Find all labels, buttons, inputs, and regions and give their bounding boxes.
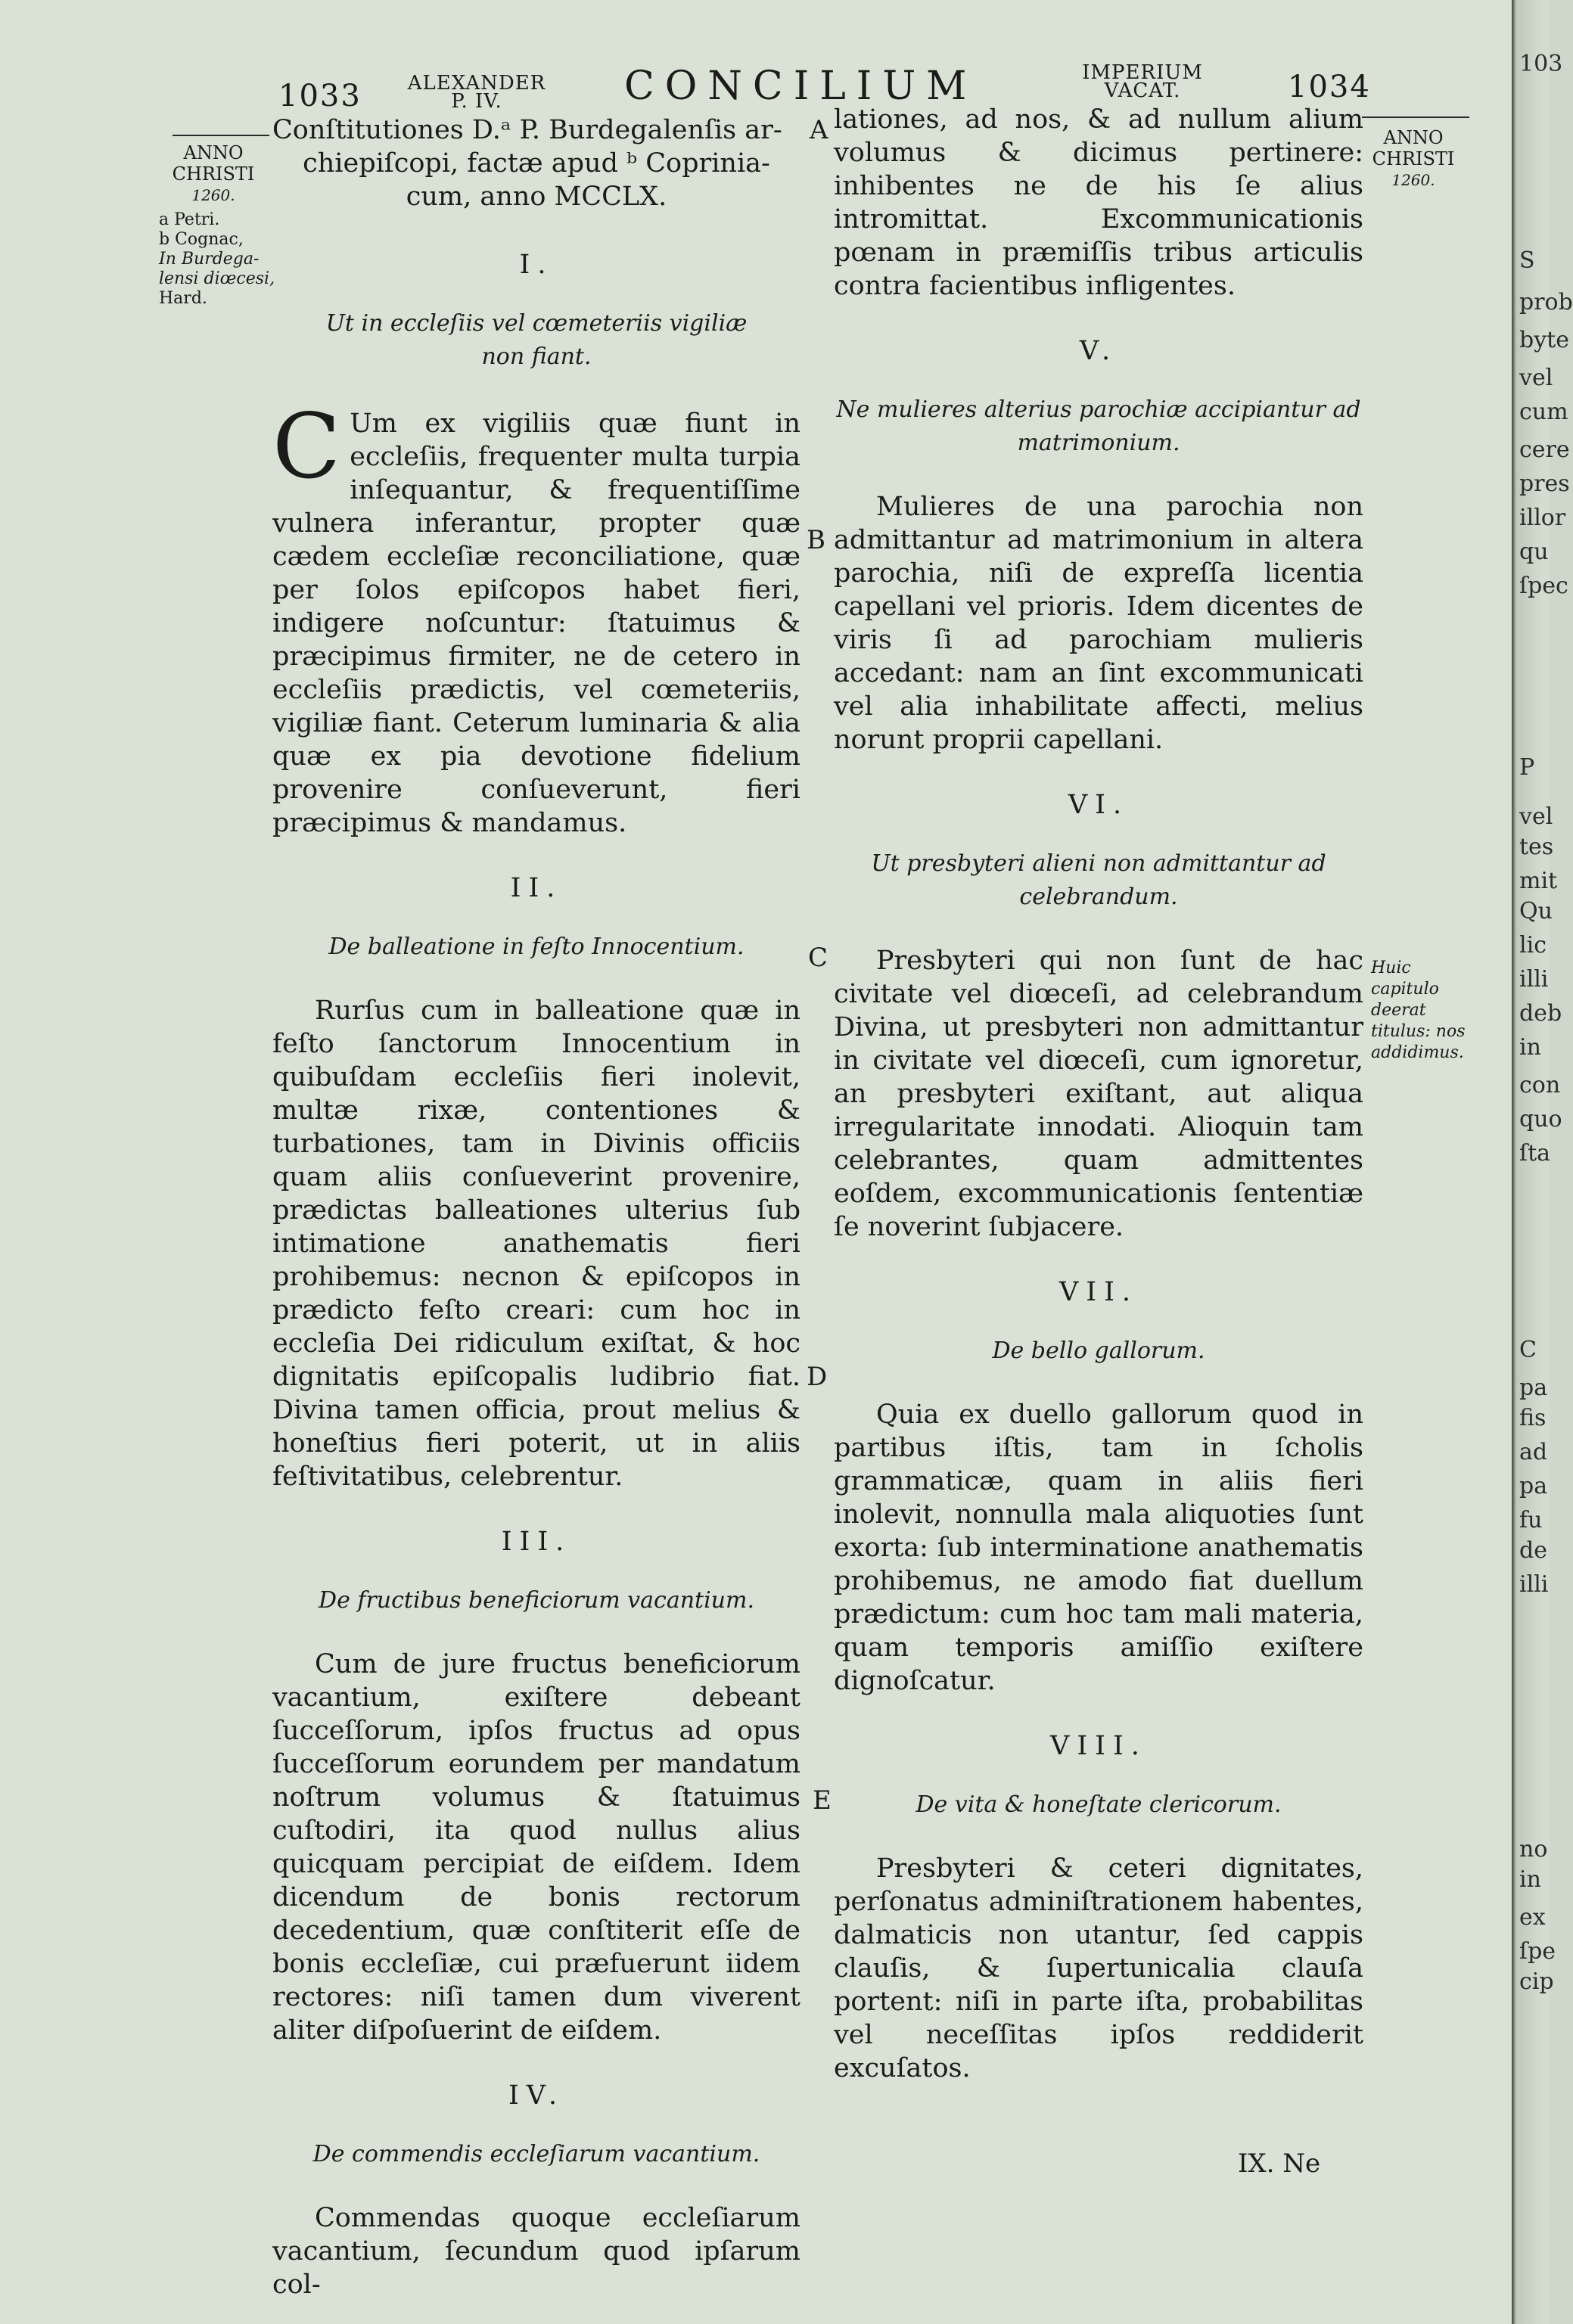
section-4-number: IV. (508, 2080, 565, 2111)
section-8-rubric: De vita & honeſtate clericorum. (916, 1791, 1282, 1818)
running-head-right-line1: IMPERIUM (1082, 61, 1203, 84)
section-letter-b: B (807, 525, 825, 555)
edge-fragment: ſpec (1519, 573, 1568, 599)
section-7-rubric: De bello gallorum. (992, 1338, 1205, 1364)
margin-rule-left (173, 135, 269, 136)
section-4-text: Commendas quoque eccleſiarum vacantium, ſecundum quod ipſarum col- (272, 2203, 800, 2300)
section-5-text: Mulieres de una parochia non admittantur ad matrimonium in altera parochia, niſi de expreſſa licentia capellani vel prioris. Idem dicentes de viris ſi ad parochiam mulieris accedant: nam an ſint excommunicati vel alia inhabilitate affecti, melius norunt proprii capellani. (834, 492, 1363, 755)
edge-fragment: illor (1519, 505, 1566, 531)
margin-left-christi: CHRISTI (172, 163, 255, 185)
section-4-rubric: De commendis eccleſiarum vacantium. (312, 2141, 760, 2167)
section-3-rubric: De fructibus beneficiorum vacantium. (319, 1587, 754, 1614)
section-2-number: II. (510, 873, 563, 903)
intro-line-3: cum, anno MCCLX. (406, 182, 667, 212)
running-head-left (401, 72, 552, 113)
margin-left-year-number: 1260. (191, 186, 235, 204)
edge-fragment: de (1519, 1537, 1547, 1564)
edge-fragment: fu (1519, 1507, 1543, 1533)
edge-fragment: pa (1519, 1375, 1548, 1401)
margin-note-b-line2: In Burdega- (159, 250, 260, 269)
intro-line-1: Conſtitutiones D.ᵃ P. Burdegalenſis ar- (272, 115, 782, 145)
edge-fragment: quo (1519, 1106, 1562, 1132)
edge-fragment: pa (1519, 1473, 1548, 1499)
edge-fragment: prob (1519, 289, 1573, 315)
edge-fragment: fis (1519, 1405, 1547, 1431)
section-letter-a: A (810, 115, 828, 145)
page-number-left: 1033 (278, 79, 362, 113)
catchword: IX. Ne (1238, 2148, 1321, 2179)
edge-fragment: no (1519, 1836, 1548, 1863)
edge-fragment: ad (1519, 1439, 1548, 1465)
page-title: CONCILIUM (624, 64, 978, 109)
edge-fragment: con (1519, 1072, 1561, 1098)
section-letter-c: C (808, 943, 828, 973)
section-5-rubric: Ne mulieres alterius parochiæ accipiantur ad matrimonium. (836, 396, 1361, 456)
margin-rule-right (1362, 117, 1469, 118)
margin-right-christi: CHRISTI (1372, 148, 1455, 169)
edge-fragment: Qu (1519, 898, 1553, 924)
margin-note-b-line3: lensi diœcesi, (159, 269, 275, 288)
edge-fragment: qu (1519, 539, 1549, 565)
edge-fragment: illi (1519, 966, 1549, 993)
section-8-number: VIII. (1050, 1731, 1147, 1761)
section-1-rubric: Ut in eccleſiis vel cœmeteriis vigiliæ non fiant. (325, 310, 748, 370)
edge-fragment: lic (1519, 932, 1547, 958)
section-8-text: Presbyteri & ceteri dignitates, perſonatus adminiſtrationem habentes, dalmaticis non utantur, ſed cappis clauſis, & ſupertunicalia clauſa portent: niſi in parte iſta, probabilitas vel neceſſitas ipſos reddiderit excuſatos. (834, 1853, 1363, 2083)
section-7-text: Quia ex duello gallorum quod in partibus iſtis, tam in ſcholis grammaticæ, quam in aliis fieri inolevit, nonnulla mala aliquoties ſunt exorta: ſub interminatione anathematis prohibemus, ne amodo fiat duellum prædictum: cum hoc tam mali materia, quam temporis amiſſio exiſtere dignoſcatur. (834, 1400, 1363, 1696)
page-number-right: 1034 (1288, 70, 1371, 104)
edge-fragment: S (1519, 247, 1535, 274)
section-letter-d: D (807, 1362, 828, 1392)
edge-fragment: ſpe (1519, 1938, 1556, 1965)
edge-fragment: ex (1519, 1904, 1546, 1931)
continuation-text: lationes, ad nos, & ad nullum alium volumus & dicimus pertinere: inhibentes ne de his ſe alius intromittat. Excommunicationis pœnam in præmiſſis tribus articulis contra facientibus infligentes. (834, 104, 1363, 301)
section-7-number: VII. (1059, 1277, 1139, 1307)
margin-right-year (1368, 127, 1459, 191)
margin-note-b-line4: Hard. (159, 289, 207, 308)
running-head-right-line2: VACAT. (1104, 79, 1181, 102)
edge-fragment: pres (1519, 471, 1570, 497)
edge-fragment: in (1519, 1866, 1541, 1893)
edge-fragment: deb (1519, 1000, 1562, 1027)
edge-fragment: tes (1519, 834, 1554, 860)
intro-line-2: chiepiſcopi, factæ apud ᵇ Coprinia- (303, 148, 770, 179)
section-2-rubric: De balleatione in feſto Innocentium. (328, 934, 745, 960)
margin-right-note: Huic capitulo deerat titulus: nos addidimus. (1371, 958, 1466, 1062)
left-column (272, 113, 800, 2301)
running-head-left-line2: P. IV. (451, 90, 502, 113)
margin-left-notes (159, 210, 288, 309)
edge-fragment: cum (1519, 399, 1568, 425)
section-1-number: I. (519, 250, 554, 280)
edge-fragment: 103 (1519, 51, 1563, 77)
edge-fragment: in (1519, 1034, 1541, 1061)
margin-note-b: b Cognac, (159, 230, 244, 249)
section-6-text: Presbyteri qui non ſunt de hac civitate vel diœceſi, ad celebrandum Divina, ut presbyteri non admittantur in civitate vel diœceſi, cum ignoretur, an presbyteri exiſtant, aut aliqua irregularitate innodati. Alioquin tam celebrantes, quam admittentes eoſdem, excommunicationis ſententiæ ſe noverint ſubjacere. (834, 946, 1363, 1242)
right-column (834, 103, 1363, 2085)
running-head-right (1052, 61, 1233, 102)
edge-fragment: byte (1519, 327, 1569, 353)
edge-fragment: ſta (1519, 1140, 1551, 1167)
section-3-text: Cum de jure fructus beneficiorum vacantium, exiſtere debeant ſucceſſorum, ipſos fructus ad opus ſucceſſorum eorundem per mandatum noſtrum volumus & ſtatuimus cuſtodiri, ita quod nullus alius quicquam percipiat de eiſdem. Idem dicendum de bonis rectorum decedentium, quæ conſtiterit eſſe de bonis eccleſiæ, cui præfuerunt iidem rectores: niſi tamen dum viverent aliter diſpoſuerint de eiſdem. (272, 1649, 800, 2046)
section-letter-e: E (813, 1785, 832, 1816)
edge-fragment: illi (1519, 1571, 1549, 1598)
edge-fragment: cere (1519, 437, 1570, 463)
margin-right-year-number: 1260. (1391, 171, 1435, 189)
margin-left-year (168, 142, 259, 206)
margin-note-a: a Petri. (159, 210, 220, 229)
section-6-rubric: Ut presbyteri alieni non admittantur ad celebrandum. (871, 850, 1326, 910)
margin-left-anno: ANNO (183, 142, 244, 163)
running-head-left-line1: ALEXANDER (407, 72, 546, 95)
section-1-text (272, 394, 800, 840)
margin-right-anno: ANNO (1383, 127, 1444, 148)
section-5-number: V. (1079, 336, 1118, 366)
edge-fragment: vel (1519, 803, 1553, 830)
drop-cap: C (272, 394, 341, 499)
edge-fragment: C (1519, 1337, 1537, 1363)
section-2-text: Rurſus cum in balleatione quæ in feſto ſanctorum Innocentium in quibuſdam eccleſiis fieri inolevit, multæ rixæ, contentiones & turbationes, tam in Divinis officiis quam aliis conſueverint provenire, prædictas balleationes ulterius ſub intimatione anathematis fieri prohibemus: necnon & epiſcopos in prædicto feſto creari: cum hoc in eccleſia Dei ridiculum exiſtat, & hoc dignitatis epiſcopalis ludibrio fiat. Divina tamen officia, prout melius & honeſtius fieri poterit, ut in aliis feſtivitatibus, celebrentur. (272, 996, 800, 1492)
edge-fragment: mit (1519, 868, 1558, 894)
section-3-number: III. (501, 1527, 572, 1557)
edge-fragment: vel (1519, 365, 1553, 391)
section-6-number: VI. (1068, 790, 1130, 820)
section-1-body: Um ex vigiliis quæ fiunt in eccleſiis, frequenter multa turpia inſequantur, & frequentiſſime vulnera inferantur, propter quæ cædem eccleſiæ reconciliatione, quæ per ſolos epiſcopos habet fieri, indigere noſcuntur: ſtatuimus & præcipimus firmiter, ne de cetero in eccleſiis prædictis, vel cœmeteriis, vigiliæ fiant. Ceterum luminaria & alia quæ ex pia devotione fidelium provenire conſueverunt, fieri præcipimus & mandamus. (272, 409, 800, 838)
edge-fragment: cip (1519, 1968, 1554, 1995)
edge-fragment: P (1519, 754, 1535, 781)
next-page-edge (1512, 0, 1573, 2324)
